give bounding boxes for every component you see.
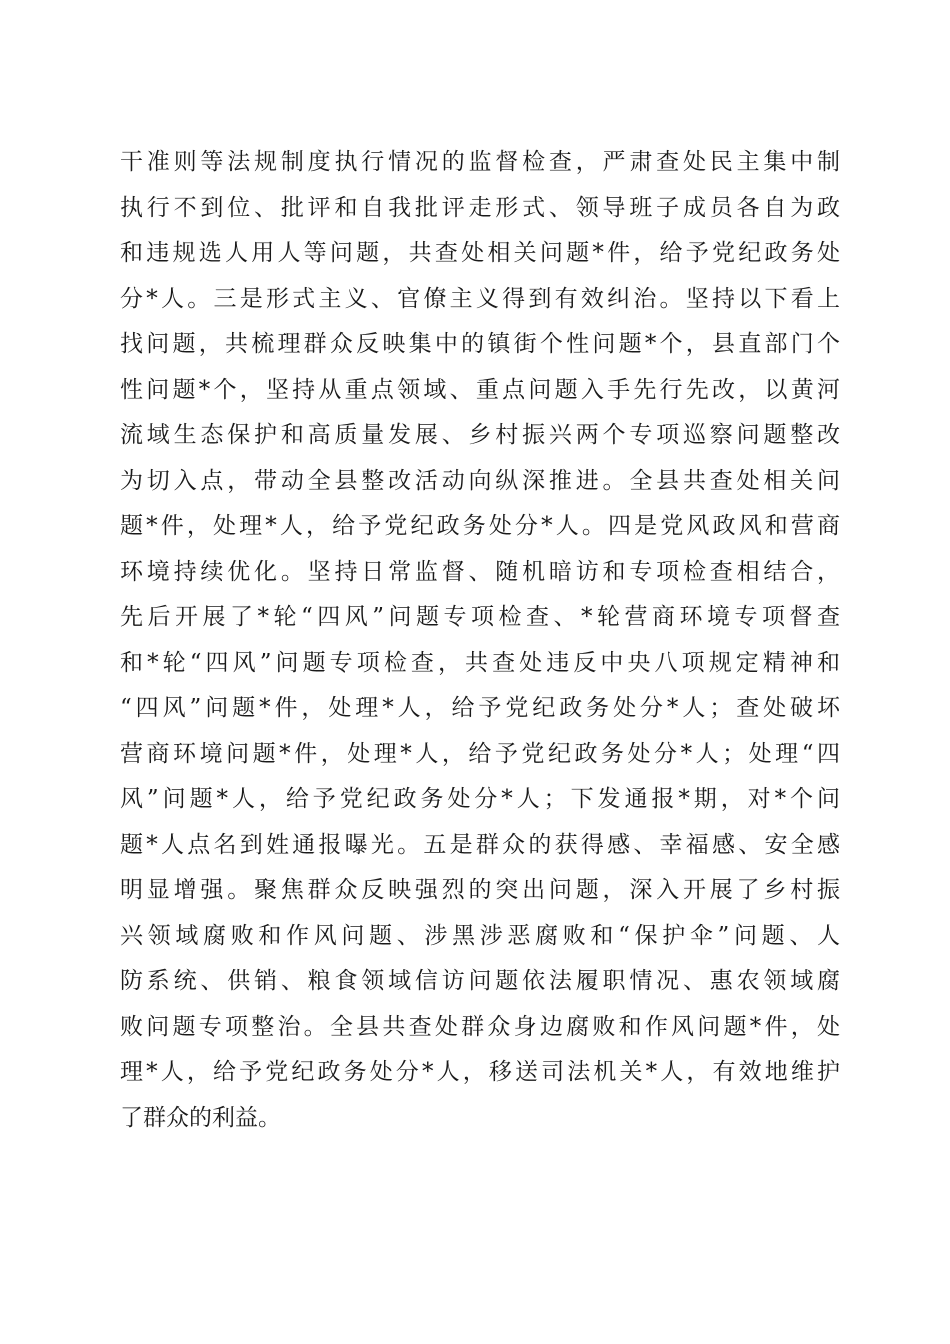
text-line: 流域生态保护和高质量发展、乡村振兴两个专项巡察问题整改 [120,422,840,448]
text-line: 为切入点，带动全县整改活动向纵深推进。全县共查处相关问 [120,467,840,494]
text-line: 干准则等法规制度执行情况的监督检查，严肃查处民主集中制 [120,149,840,175]
text-line: 找问题，共梳理群众反映集中的镇街个性问题*个，县直部门个 [120,331,840,357]
text-line: 败问题专项整治。全县共查处群众身边腐败和作风问题*件，处 [120,1013,840,1040]
text-line: 兴领域腐败和作风问题、涉黑涉恶腐败和“保护伞”问题、人 [120,922,840,949]
text-line: 分*人。三是形式主义、官僚主义得到有效纠治。坚持以下看上 [120,285,840,312]
text-line: 题*件，处理*人，给予党纪政务处分*人。四是党风政风和营商 [120,513,840,539]
text-line: 环境持续优化。坚持日常监督、随机暗访和专项检查相结合， [120,558,840,585]
body-paragraph [120,140,840,1141]
text-line: 和*轮“四风”问题专项检查，共查处违反中央八项规定精神和 [120,649,840,676]
text-line: “四风”问题*件，处理*人，给予党纪政务处分*人；查处破坏 [120,695,840,721]
text-line: 和违规选人用人等问题，共查处相关问题*件，给予党纪政务处 [120,240,840,266]
text-line: 题*人点名到姓通报曝光。五是群众的获得感、幸福感、安全感 [120,831,840,858]
text-line: 执行不到位、批评和自我批评走形式、领导班子成员各自为政 [120,194,840,221]
text-line: 性问题*个，坚持从重点领域、重点问题入手先行先改，以黄河 [120,376,840,403]
text-line: 明显增强。聚焦群众反映强烈的突出问题，深入开展了乡村振 [120,877,840,903]
text-line: 先后开展了*轮“四风”问题专项检查、*轮营商环境专项督查 [120,604,840,630]
text-line: 了群众的利益。 [120,1104,281,1131]
text-line: 风”问题*人，给予党纪政务处分*人；下发通报*期，对*个问 [120,786,840,812]
text-line: 营商环境问题*件，处理*人，给予党纪政务处分*人；处理“四 [120,740,840,767]
text-line: 防系统、供销、粮食领域信访问题依法履职情况、惠农领域腐 [120,968,840,994]
text-line: 理*人，给予党纪政务处分*人，移送司法机关*人，有效地维护 [120,1059,840,1085]
